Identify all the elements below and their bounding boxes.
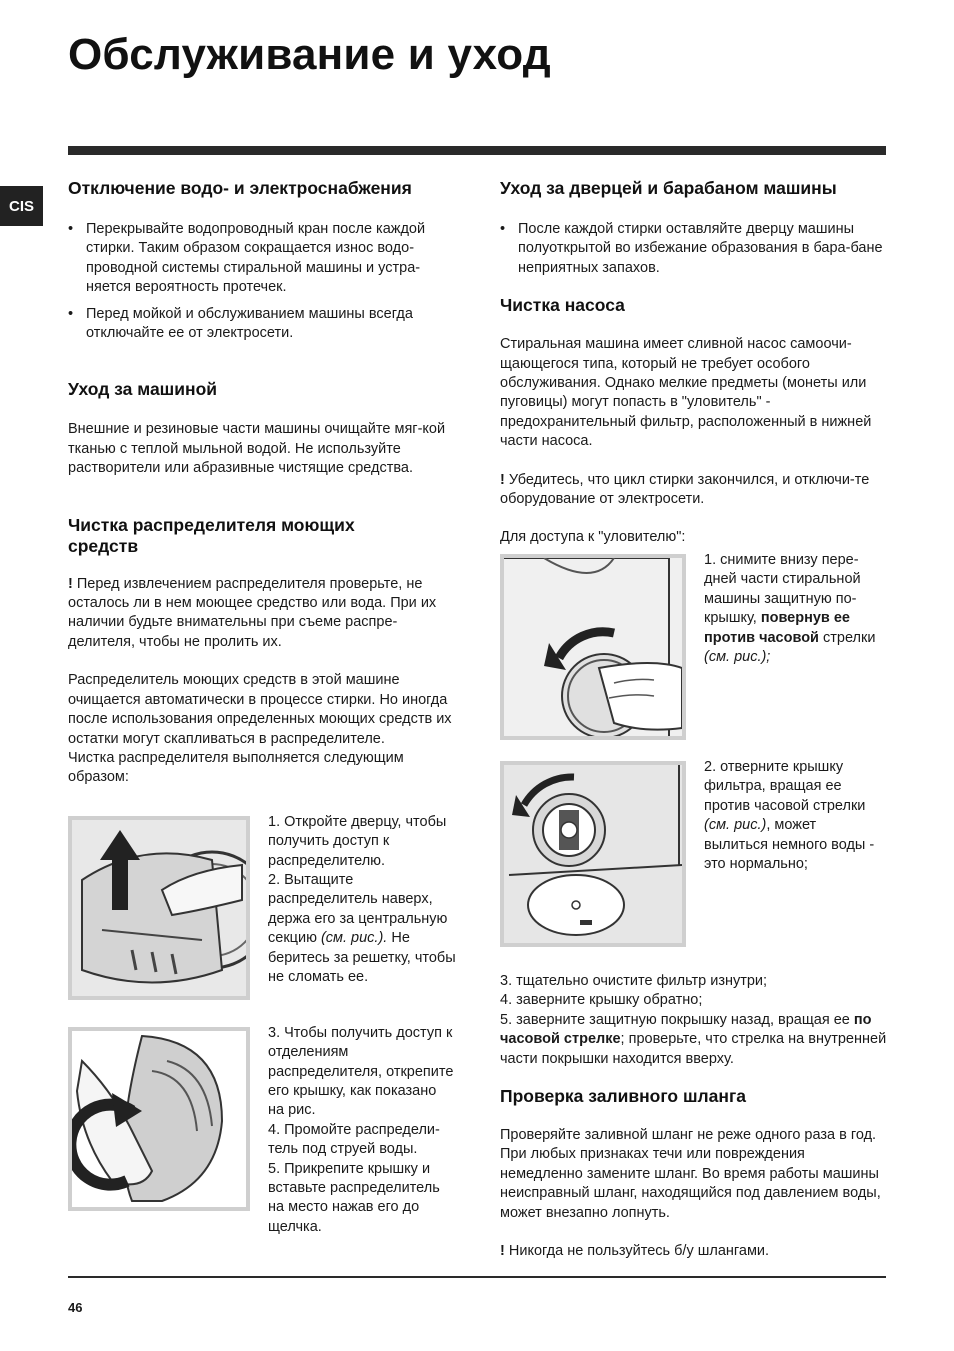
hose-text: Проверяйте заливной шланг не реже одного раза в год. При любых признаках течи или повреждения немедленно замените шланг. Во время работы машины неисправный шланг, находящийся под давлением воды, может внезапно лопнуть. — [500, 1126, 881, 1221]
heading-door-drum: Уход за дверцей и барабаном машины — [500, 178, 837, 198]
page-number: 46 — [68, 1300, 83, 1315]
right-column — [500, 178, 888, 1261]
step-2-ref: (см. рис.). — [320, 930, 388, 947]
page-title: Обслуживание и уход — [68, 30, 551, 79]
step-emphasis: повернув ее против часовой — [704, 610, 850, 646]
pump-step-3: 3. тщательно очистите фильтр изнутри; — [500, 972, 768, 989]
step-4: 4. Промойте распредели-тель под струей воды. — [268, 1121, 440, 1158]
pump-access: Для доступа к "уловителю": — [500, 529, 686, 546]
pump-figure-row-1 — [500, 551, 888, 740]
heading-hose: Проверка заливного шланга — [500, 1085, 746, 1106]
list-item: • Перед мойкой и обслуживанием машины всегда отключайте ее от электросети. — [68, 305, 456, 344]
step-2 — [268, 871, 456, 987]
pump-step-1 — [704, 551, 884, 667]
hose-warning — [500, 1242, 888, 1261]
heading-dispenser: Чистка распределителя моющих средств — [68, 514, 355, 556]
language-tab: CIS — [0, 186, 43, 226]
step-2-note: Не беритесь за решетку, чтобы не сломать ее. — [268, 930, 456, 985]
door-drum-list — [500, 220, 888, 278]
step-text: 5. заверните защитную покрышку назад, вращая ее — [500, 1011, 854, 1028]
heading-pump: Чистка насоса — [500, 295, 625, 316]
list-item: • После каждой стирки оставляйте дверцу машины полуоткрытой во избежание образования в бара-бане неприятных запахов. — [500, 220, 888, 278]
dispenser-text-1: Распределитель моющих средств в этой машине очищается автоматически в процессе стирки. Но иногда после использования определенных моющих средств их остатки могут скапливаться в распределителе. — [68, 672, 452, 747]
list-item: • Перекрывайте водопроводный кран после каждой стирки. Таким образом сокращается износ водо-проводной системы стиральной машины и устра-няется вероятность протечек. — [68, 220, 456, 298]
warning-mark: ! — [68, 575, 73, 592]
warning-text: Убедитесь, что цикл стирки закончился, и отключи-те оборудование от электросети. — [500, 471, 870, 508]
machine-care-text: Внешние и резиновые части машины очищайте мяг-кой тканью с теплой мыльной водой. Не используйте растворители или абразивные чистящие средства. — [68, 421, 446, 477]
step-text-end: стрелки — [818, 629, 876, 646]
step-5: 5. Прикрепите крышку и вставьте распределитель на место нажав его до щелчка. — [268, 1160, 440, 1235]
pump-figure-row-2 — [500, 758, 888, 947]
pump-step-1-text — [704, 551, 884, 667]
dispenser-lid-illustration — [68, 1027, 250, 1211]
pump-step-2-text — [704, 758, 884, 874]
step-ref: (см. рис.); — [704, 648, 771, 665]
step-text-end: , может вылиться немного воды - это нормально; — [704, 817, 875, 872]
pump-step-5 — [500, 1011, 888, 1069]
pump-step-2 — [704, 758, 884, 874]
pump-filter-illustration — [500, 761, 686, 947]
dispenser-figure-row-2 — [68, 1024, 456, 1237]
dispenser-text-2: Чистка распределителя выполняется следующим образом: — [68, 749, 404, 786]
dispenser-steps-1 — [268, 813, 456, 988]
step-2-text: 2. Вытащите распределитель наверх, держа его за центральную секцию — [268, 871, 448, 947]
pump-step-4: 4. заверните крышку обратно; — [500, 992, 703, 1009]
step-text-end: ; проверьте, что стрелка на внутренней части покрышки находится вверху. — [500, 1031, 887, 1067]
footer-rule — [68, 1276, 886, 1278]
dispenser-removal-illustration — [68, 816, 250, 1000]
dispenser-steps-2 — [268, 1024, 456, 1237]
pump-warning — [500, 471, 888, 510]
warning-mark: ! — [500, 471, 505, 488]
shutoff-list — [68, 220, 456, 343]
warning-mark: ! — [500, 1242, 505, 1259]
step-text: 2. отверните крышку фильтра, вращая ее против часовой стрелки — [704, 758, 866, 814]
heading-shutoff: Отключение водо- и электроснабжения — [68, 178, 412, 198]
pump-cover-illustration — [500, 554, 686, 740]
pump-text: Стиральная машина имеет сливной насос самоочи-щающегося типа, который не требует особого обслуживания. Однако мелкие предметы (монеты или пуговицы) могут попасть в "уловитель" - предохранительный фильтр, расположенный в нижней части насоса. — [500, 336, 872, 450]
heading-machine-care: Уход за машиной — [68, 379, 218, 400]
dispenser-warning — [68, 575, 456, 653]
step-text: 1. снимите внизу пере-дней части стиральной машины защитную по-крышку, — [704, 551, 861, 627]
header-rule — [68, 146, 886, 155]
warning-text: Перед извлечением распределителя проверьте, не осталось ли в нем моющее средство или вода. При их наличии будьте внимательны при съеме распре-делителя, чтобы не пролить их. — [68, 575, 437, 650]
step-emphasis: по часовой стрелке — [500, 1011, 872, 1048]
left-column — [68, 178, 456, 1237]
warning-text: Никогда не пользуйтесь б/у шлангами. — [504, 1242, 770, 1259]
step-ref: (см. рис.) — [704, 817, 767, 834]
step-1: 1. Откройте дверцу, чтобы получить доступ к распределителю. — [268, 813, 447, 869]
step-3: 3. Чтобы получить доступ к отделениям распределителя, открепите его крышку, как показано на рис. — [268, 1024, 454, 1119]
dispenser-figure-row-1 — [68, 813, 456, 1000]
